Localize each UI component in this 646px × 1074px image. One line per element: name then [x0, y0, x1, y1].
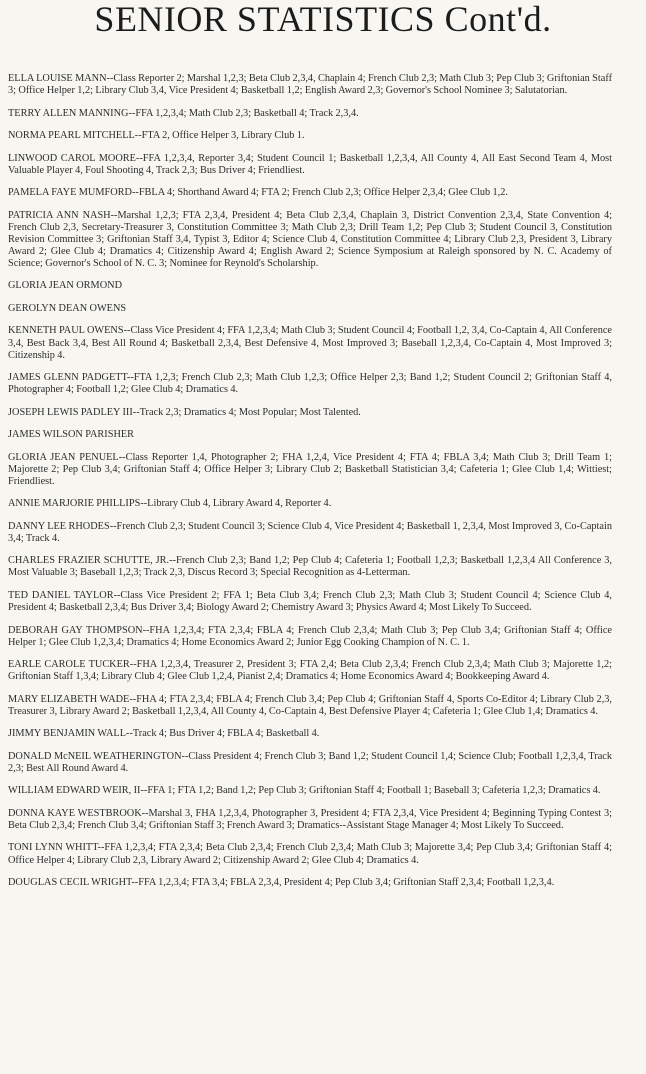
senior-entry: KENNETH PAUL OWENS--Class Vice President 4; FFA 1,2,3,4; Math Club 3; Student Council 4; Football 1,2, 3,4, Co-Captain 4, All Conference 3,4, Best Back 3,4, Best All Round 4; Basketball 2,3,4, Best Defensive 4, Most Improved 3; Baseball 1,2,3,4, Co-Captain 4, Most Improved 3; Citizenship 4.	[8, 325, 612, 361]
senior-entry: TONI LYNN WHITT--FFA 1,2,3,4; FTA 2,3,4; Beta Club 2,3,4; French Club 2,3,4; Math Club 3; Majorette 3,4; Pep Club 3,4; Griftonian Staff 4; Office Helper 4; Library Club 2,3, Library Award 2; Citizenship Award 2; Glee Club 4; Dramatics 4.	[8, 842, 612, 866]
senior-entries-list	[8, 73, 612, 899]
senior-entry: WILLIAM EDWARD WEIR, II--FFA 1; FTA 1,2; Band 1,2; Pep Club 3; Griftonian Staff 4; Football 1; Baseball 3; Cafeteria 1,2,3; Dramatics 4.	[8, 785, 601, 797]
senior-entry: DOUGLAS CECIL WRIGHT--FFA 1,2,3,4; FTA 3,4; FBLA 2,3,4, President 4; Pep Club 3,4; Griftonian Staff 2,3,4; Football 1,2,3,4.	[8, 876, 555, 888]
senior-entry: LINWOOD CAROL MOORE--FFA 1,2,3,4, Reporter 3,4; Student Council 1; Basketball 1,2,3,4, All County 4, All East Second Team 4, Most Valuable Player 4, Foul Shooting 4, Track 2,3; Bus Driver 4; Friendliest.	[8, 152, 612, 176]
senior-entry: MARY ELIZABETH WADE--FHA 4; FTA 2,3,4; FBLA 4; French Club 3,4; Pep Club 4; Griftonian Staff 4, Sports Co-Editor 4; Library Club 2,3, Treasurer 3, Library Award 2; Basketball 1,2,3,4, All County 4, Co-Captain 4, Best Defensive Player 4; Cafeteria 1; Glee Club 1,4; Dramatics 4.	[8, 693, 612, 717]
senior-entry: NORMA PEARL MITCHELL--FTA 2, Office Helper 3, Library Club 1.	[8, 130, 305, 142]
senior-entry: GLORIA JEAN ORMOND	[8, 280, 123, 292]
senior-entry: DONNA KAYE WESTBROOK--Marshal 3, FHA 1,2,3,4, Photographer 3, President 4; FTA 2,3,4, Vice President 4; Beginning Typing Contest 3; Beta Club 2,3,4; French Club 3,4; Griftonian Staff 3; French Award 3; Dramatics--Assistant Stage Manager 4; Most Likely To Succeed.	[8, 807, 612, 831]
senior-entry: DEBORAH GAY THOMPSON--FHA 1,2,3,4; FTA 2,3,4; FBLA 4; French Club 2,3,4; Math Club 3; Pep Club 3,4; Griftonian Staff 4; Office Helper 1; Glee Club 1,2,3,4; Dramatics 4; Home Economics Award 2; Junior Egg Cooking Champion of N. C. 1.	[8, 624, 612, 648]
senior-entry: JOSEPH LEWIS PADLEY III--Track 2,3; Dramatics 4; Most Popular; Most Talented.	[8, 406, 361, 418]
senior-entry: TERRY ALLEN MANNING--FFA 1,2,3,4; Math Club 2,3; Basketball 4; Track 2,3,4.	[8, 107, 359, 119]
senior-entry: ANNIE MARJORIE PHILLIPS--Library Club 4, Library Award 4, Reporter 4.	[8, 498, 332, 510]
senior-entry: JAMES GLENN PADGETT--FTA 1,2,3; French Club 2,3; Math Club 1,2,3; Office Helper 2,3; Band 1,2; Student Council 2; Griftonian Staff 4, Photographer 4; Football 1,2; Glee Club 4; Dramatics 4.	[8, 372, 612, 396]
senior-entry: PAMELA FAYE MUMFORD--FBLA 4; Shorthand Award 4; FTA 2; French Club 2,3; Office Helper 2,3,4; Glee Club 1,2.	[8, 187, 508, 199]
senior-entry: DANNY LEE RHODES--French Club 2,3; Student Council 3; Science Club 4, Vice President 4; Basketball 1, 2,3,4, Most Improved 3, Co-Captain 3,4; Track 4.	[8, 520, 612, 544]
senior-entry: GLORIA JEAN PENUEL--Class Reporter 1,4, Photographer 2; FHA 1,2,4, Vice President 4; FTA 4; FBLA 3,4; Math Club 3; Drill Team 1; Majorette 2; Pep Club 3,4; Griftonian Staff 4; Office Helper 3; Library Club 2; Basketball Statistician 3,4; Cafeteria 1; Glee Club 1,4; Wittiest; Friendliest.	[8, 451, 612, 487]
senior-entry: PATRICIA ANN NASH--Marshal 1,2,3; FTA 2,3,4, President 4; Beta Club 2,3,4, Chaplain 3, District Convention 2,3,4, State Convention 4; French Club 2,3, Secretary-Treasurer 3, Constitution Committee 3; Math Club 2,3; Drill Team 1,2; Pep Club 3; Student Council 3, Constitution Revision Committee 3; Griftonian Staff 3,4, Typist 3, Editor 4; Science Club 4, Constitution Committee 4; Library Club 2,3, President 3, Library Award 2; Glee Club 4; Dramatics 4; Citizenship Award 4; English Award 2; Science Symposium at Raleigh sponsored by N. C. Academy of Science; Governor's School of N. C. 3; Nominee for Reynold's Scholarship.	[8, 209, 612, 269]
senior-entry: CHARLES FRAZIER SCHUTTE, JR.--French Club 2,3; Band 1,2; Pep Club 4; Cafeteria 1; Football 1,2,3; Basketball 1,2,3,4 All Conference 3, Most Valuable 3; Baseball 1,2,3; Track 2,3, Discus Record 3; Special Recognition as 4-Letterman.	[8, 555, 612, 579]
senior-entry: GEROLYN DEAN OWENS	[8, 302, 127, 314]
senior-entry: DONALD McNEIL WEATHERINGTON--Class President 4; French Club 3; Band 1,2; Student Council 1,4; Science Club; Football 1,2,3,4, Track 2,3; Best All Round Award 4.	[8, 750, 612, 774]
senior-entry: JAMES WILSON PARISHER	[8, 429, 135, 441]
senior-entry: EARLE CAROLE TUCKER--FHA 1,2,3,4, Treasurer 2, President 3; FTA 2,4; Beta Club 2,3,4; French Club 2,3,4; Math Club 3; Majorette 1,2; Griftonian Staff 1,3,4; Library Club 4; Glee Club 1,2,4, Pianist 2,4; Dramatics 4; Home Economics Award 4; Bookkeeping Award 4.	[8, 659, 612, 683]
senior-entry: TED DANIEL TAYLOR--Class Vice President 2; FFA 1; Beta Club 3,4; French Club 2,3; Math Club 3; Student Council 4; Science Club 4, President 4; Basketball 2,3,4; Bus Driver 3,4; Biology Award 2; Chemistry Award 3; Physics Award 4; Most Likely To Succeed.	[8, 589, 612, 614]
page-title: SENIOR STATISTICS Cont'd.	[94, 0, 552, 39]
senior-entry: ELLA LOUISE MANN--Class Reporter 2; Marshal 1,2,3; Beta Club 2,3,4, Chaplain 4; French Club 2,3; Math Club 3; Pep Club 3; Griftonian Staff 3; Office Helper 1,2; Library Club 3,4, Vice President 4; Basketball 1,2; English Award 2,3; Governor's School Nominee 3; Salutatorian.	[8, 73, 613, 97]
senior-entry: JIMMY BENJAMIN WALL--Track 4; Bus Driver 4; FBLA 4; Basketball 4.	[8, 728, 320, 740]
